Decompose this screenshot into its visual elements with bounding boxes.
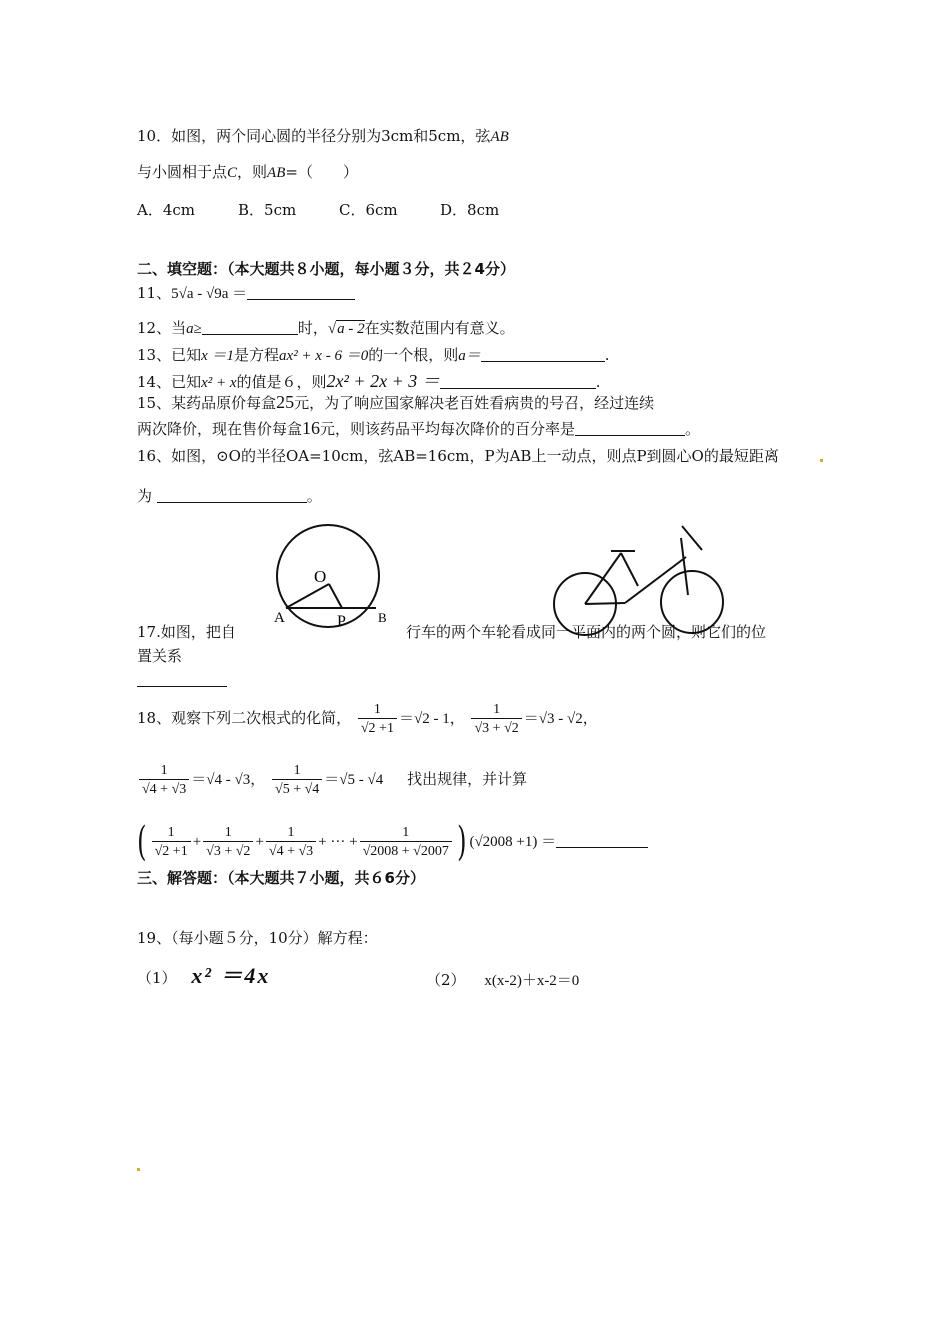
- q15-line2: 两次降价，现在售价每盒16元，则该药品平均每次降价的百分率是 。: [137, 418, 701, 438]
- q17-line2: 置关系: [137, 647, 183, 665]
- q14-answer-blank: [440, 374, 596, 389]
- section-2-heading: 二、填空题：（本大题共８小题，每小题３分，共２4分）: [137, 260, 515, 278]
- q16-line2: 为 。: [137, 487, 322, 505]
- q19-part1: （1） x² ＝4x: [137, 963, 271, 988]
- equation-2: x(x-2)＋x-2＝0: [484, 973, 580, 989]
- q11-answer-blank: [247, 285, 355, 300]
- q12: 12、当a≥ 时，√a - 2在实数范围内有意义。: [137, 319, 515, 337]
- q16-answer-blank: [157, 488, 307, 503]
- chord-ab: AB: [490, 129, 509, 145]
- label-b: B: [378, 610, 387, 625]
- bicycle-figure: [545, 520, 735, 638]
- q15-answer-blank: [575, 421, 685, 436]
- q18-answer-blank: [556, 833, 648, 848]
- q12-answer-blank: [202, 320, 298, 335]
- q17-answer-blank: [137, 686, 227, 687]
- section-3-heading: 三、解答题：（本大题共７小题，共６6分）: [137, 869, 425, 887]
- option-c: C．6cm: [339, 201, 398, 219]
- q10-line2: 与小圆相于点C，则AB=（ ）: [137, 163, 358, 181]
- q19-part2: （2） x(x-2)＋x-2＝0: [426, 971, 580, 989]
- stray-dot: [137, 1168, 140, 1171]
- q13: 13、已知x ＝1是方程ax² + x - 6 ＝0的一个根，则a＝ .: [137, 346, 610, 364]
- q18-line2: $\frac{1}{√4 + √3}$ ＝√4 - √3， $\frac{1}{√5 + √4}$ ＝√5 - √4 找出规律，并计算: [137, 756, 527, 803]
- q19-title: 19、（每小题５分，10分）解方程：: [137, 929, 378, 947]
- q18-line1: 18、观察下列二次根式的化简， $\frac{1}{√2 +1}$ ＝√2 - 1， $\frac{1}{√3 + √2}$ ＝√3 - √2，: [137, 701, 598, 736]
- q13-equation: ax² + x - 6 ＝0: [279, 348, 369, 364]
- q11: 11、5√a - √9a ＝: [137, 283, 355, 304]
- circle-chord-figure: [266, 524, 396, 630]
- q11-expression: 5√a - √9a ＝: [171, 286, 248, 302]
- circle-o: [277, 525, 379, 627]
- q17-line1b: 行车的两个车轮看成同一平面内的两个圆，则它们的位: [406, 623, 767, 641]
- fraction-3: $\frac{1}{√4 + √3}$: [139, 762, 189, 799]
- stray-dot: [820, 459, 823, 462]
- q13-answer-blank: [481, 347, 605, 362]
- q16-line1: 16、如图，⊙O的半径OA=10cm，弦AB=16cm，P为AB上一动点，则点P到圆心O的最短距离: [137, 447, 779, 465]
- segment-op: [329, 584, 342, 608]
- q14: 14、已知x² + x的值是６，则2x² + 2x + 3 ＝ .: [137, 371, 601, 391]
- label-a: A: [274, 610, 285, 626]
- q17-line1: 17.如图，把自: [137, 623, 236, 641]
- radius-oa: [286, 584, 329, 608]
- q10-line1: 10．如图，两个同心圆的半径分别为3cm和5cm，弦AB: [137, 127, 509, 145]
- fork: [681, 538, 688, 595]
- fraction-4: $\frac{1}{√5 + √4}$: [272, 762, 322, 799]
- fraction-1: $\frac{1}{√2 +1}$: [358, 701, 397, 738]
- q10-options: [137, 200, 499, 220]
- q15-line1: 15、某药品原价每盒25元，为了响应国家解决老百姓看病贵的号召，经过连续: [137, 392, 655, 412]
- q18-sum-expression: ( $\frac{1}{√2 +1}$ + $\frac{1}{√3 + √2}$ + $\frac{1}{√4 + √3}$ + ··· + $\frac{1}{√2008 + √2007}$ ) (√2008 +1) ＝: [134, 818, 648, 865]
- label-p: P: [337, 613, 346, 630]
- option-a: A．4cm: [137, 201, 196, 219]
- equation-1: x² ＝4x: [191, 963, 271, 988]
- handlebar: [682, 526, 702, 550]
- option-d: D．8cm: [440, 201, 500, 219]
- fraction-2: $\frac{1}{√3 + √2}$: [471, 701, 521, 738]
- q12-radicand: a - 2: [337, 321, 365, 337]
- option-b: B．5cm: [238, 201, 297, 219]
- label-o: O: [314, 567, 327, 586]
